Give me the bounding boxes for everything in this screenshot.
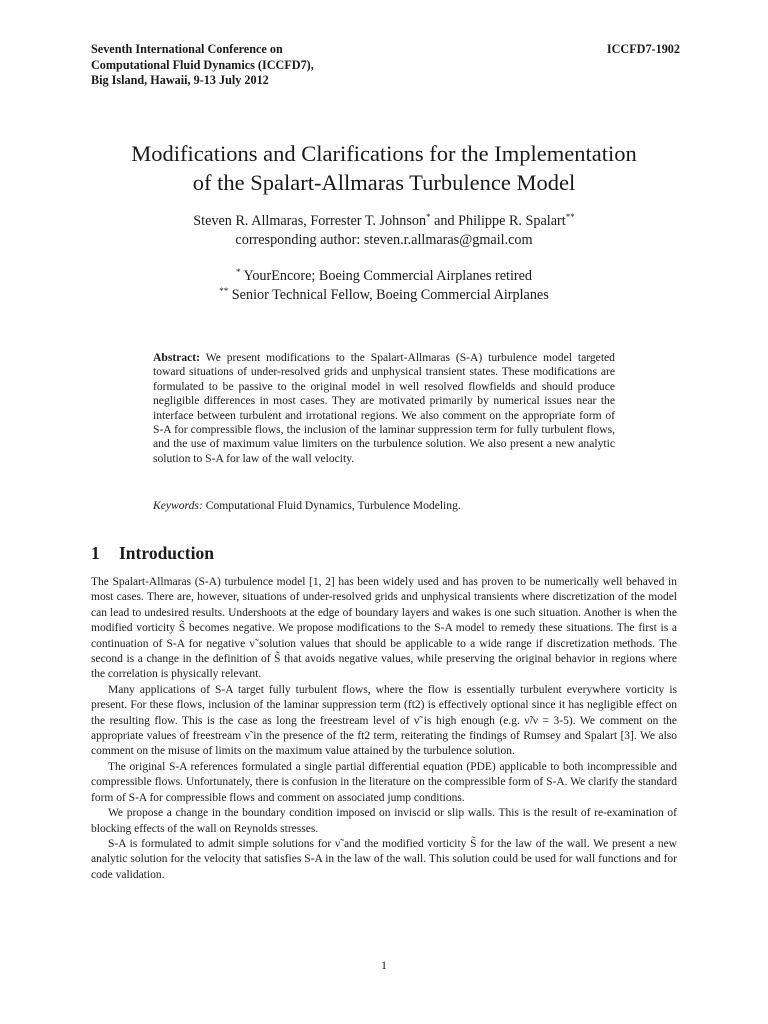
- affiliations: [60, 267, 708, 305]
- title-line: Modifications and Clarifications for the Implementation: [131, 141, 637, 166]
- author-name-1: Steven R. Allmaras, Forrester T. Johnson: [193, 213, 427, 229]
- abstract-text: We present modifications to the Spalart-Allmaras (S-A) turbulence model targeted toward situations of under-resolved grids and unphysical transient states. These modifications are formulated to be passive to the original model in well resolved flowfields and should produce negligible differences in most cases. They are motivated primarily by numerical issues near the interface between turbulent and irrotational regions. We also comment on the appropriate form of S-A for compressible flows, the inclusion of the laminar suppression term for fully turbulent flows, and the use of maximum value limiters on the turbulence solution. We also present a new analytic solution to S-A for law of the wall velocity.: [153, 351, 615, 465]
- paragraph: The Spalart-Allmaras (S-A) turbulence model [1, 2] has been widely used and has proven to be numerically well behaved in most cases. There are, however, situations of under-resolved grids and unphysical transients where discretization of the model can lead to undesired results. Undershoots at the edge of boundary layers and wakes is one such situation. Another is when the modified vorticity S̃ becomes negative. We propose modifications to the S-A model to remedy these situations. The first is a continuation of S-A for negative ν̃ solution values that should be applicable to a wide range if discretization methods. The second is a change in the definition of S̃ that avoids negative values, while preserving the original behavior in regions where the correlation is physically relevant.: [91, 576, 677, 681]
- section-title: Introduction: [119, 543, 214, 563]
- paper-title: [60, 139, 708, 197]
- section-number: 1: [91, 543, 100, 563]
- corresponding-author: corresponding author: steven.r.allmaras@gmail.com: [235, 232, 533, 248]
- abstract-label: Abstract:: [153, 351, 201, 364]
- keywords-text: Computational Fluid Dynamics, Turbulence Modeling.: [205, 499, 461, 512]
- title-line: of the Spalart-Allmaras Turbulence Model: [192, 170, 576, 195]
- section-heading: [91, 543, 214, 564]
- abstract: [153, 351, 615, 466]
- affiliation-text: YourEncore; Boeing Commercial Airplanes retired: [240, 268, 533, 284]
- conference-header: [91, 42, 314, 89]
- affiliation-text: Senior Technical Fellow, Boeing Commercial Airplanes: [228, 287, 549, 303]
- paragraph: Many applications of S-A target fully turbulent flows, where the flow is essentially turbulent everywhere vorticity is present. For these flows, inclusion of the laminar suppression term (ft2) is effectively optional since it has negligible effect on the resulting flow. This is the case as long the freestream level of ν̃ is high enough (e.g. ν̃/ν = 3-5). We comment on the appropriate values of freestream ν̃ in the presence of the ft2 term, reiterating the findings of Rumsey and Spalart [3]. We also comment on the misuse of limits on the maximum value attained by the turbulence solution.: [91, 683, 677, 758]
- author-mark-2: **: [565, 212, 575, 222]
- conference-line: Big Island, Hawaii, 9-13 July 2012: [91, 73, 269, 87]
- affiliation-2: [60, 286, 708, 305]
- paragraph: We propose a change in the boundary condition imposed on inviscid or slip walls. This is the result of re-examination of blocking effects of the wall on Reynolds stresses.: [91, 807, 677, 835]
- paper-id: ICCFD7-1902: [606, 42, 680, 56]
- keywords-label: Keywords:: [153, 499, 203, 512]
- affiliation-mark: *: [235, 267, 241, 277]
- author-block: [60, 212, 708, 250]
- paragraph: The original S-A references formulated a single partial differential equation (PDE) applicable to both incompressible and compressible flows. Unfortunately, there is confusion in the literature on the compressible form of S-A. We clarify the standard form of S-A for compressible flows and comment on associated jump conditions.: [91, 760, 677, 804]
- paragraph: S-A is formulated to admit simple solutions for ν̃ and the modified vorticity S̃ for the law of the wall. We present a new analytic solution for the velocity that satisfies S-A in the law of the wall. This solution could be used for wall functions and for code validation.: [91, 837, 677, 881]
- conference-line: Seventh International Conference on: [91, 42, 283, 56]
- author-mark-1: *: [426, 212, 431, 222]
- author-name-2: and Philippe R. Spalart: [430, 213, 566, 229]
- page-number: 1: [381, 958, 387, 972]
- conference-line: Computational Fluid Dynamics (ICCFD7),: [91, 57, 314, 72]
- introduction-body: [91, 575, 677, 883]
- keywords: [153, 499, 615, 513]
- affiliation-mark: **: [219, 286, 229, 296]
- author-names: [60, 212, 708, 231]
- affiliation-1: [60, 267, 708, 286]
